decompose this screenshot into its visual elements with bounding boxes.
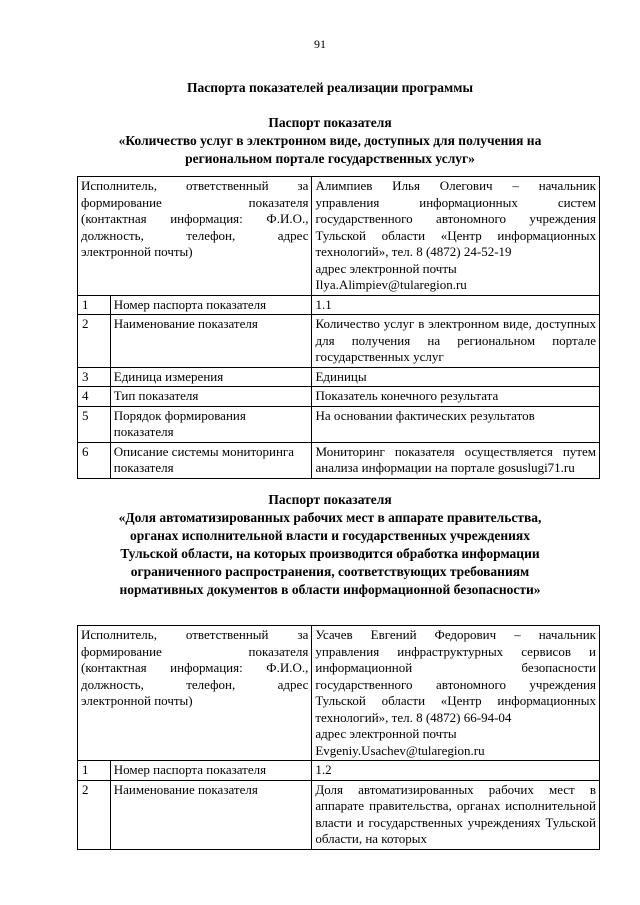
- row-label: Наименование показателя: [110, 315, 312, 368]
- contact-value-line: Усачев Евгений Федорович – начальник: [315, 627, 596, 642]
- contact-value-cell: [312, 626, 600, 761]
- row-number: 2: [78, 780, 111, 849]
- table-row: [78, 315, 600, 368]
- row-value: Количество услуг в электронном виде, доступных для получения на региональном портале государственных услуг: [312, 315, 600, 368]
- row-value: Единицы: [312, 367, 600, 387]
- contact-label-line: должность, телефон, адрес: [81, 676, 309, 692]
- contact-label-cell: [78, 626, 312, 761]
- contact-label-line: электронной почты): [81, 244, 193, 259]
- passport2-heading-line: Тульской области, на которых производится обработка информации: [120, 546, 540, 561]
- table-row: [78, 295, 600, 315]
- passport2-heading-line: «Доля автоматизированных рабочих мест в аппарате правительства,: [118, 510, 542, 525]
- row-number: 3: [78, 367, 111, 387]
- main-title: Паспорта показателей реализации программы: [186, 80, 473, 95]
- contact-value-line: государственного автономного учреждения: [315, 676, 596, 692]
- table-row: [78, 442, 600, 478]
- passport2-heading-line: органах исполнительной власти и государственных учреждениях: [130, 528, 530, 543]
- contact-value-line: Evgeniy.Usachev@tularegion.ru: [315, 742, 485, 758]
- passport2-heading-line: нормативных документов в области информационной безопасности»: [119, 582, 541, 597]
- contact-label-line: формирование показателя: [81, 643, 309, 659]
- contact-value-line: адрес электронной почты: [315, 260, 457, 276]
- contact-value-line: Алимпиев Илья Олегович – начальник: [315, 178, 596, 193]
- row-value: Мониторинг показателя осуществляется путем анализа информации на портале gosuslugi71.ru: [312, 442, 600, 478]
- contact-label-cell: [78, 177, 312, 296]
- row-label: Единица измерения: [110, 367, 312, 387]
- row-value: 1.2: [312, 761, 600, 781]
- passport2-table: [77, 625, 600, 850]
- table-row: [78, 387, 600, 407]
- row-number: 5: [78, 406, 111, 442]
- row-value: Показатель конечного результата: [312, 387, 600, 407]
- contact-label-line: должность, телефон, адрес: [81, 227, 309, 243]
- page-number: 91: [314, 37, 326, 51]
- row-label: Номер паспорта показателя: [110, 295, 312, 315]
- contact-label-line: электронной почты): [81, 693, 193, 708]
- passport2-heading: [60, 491, 600, 599]
- contact-row: [78, 177, 600, 296]
- contact-label-line: (контактная информация: Ф.И.О.,: [81, 211, 309, 226]
- row-label: Номер паспорта показателя: [110, 761, 312, 781]
- contact-value-line: государственного автономного учреждения: [315, 211, 596, 226]
- contact-value-line: адрес электронной почты: [315, 726, 457, 741]
- row-value: Доля автоматизированных рабочих мест в аппарате правительства, органах исполнительной власти и государственных учреждениях Тульской области, на которых: [312, 780, 600, 849]
- table-row: [78, 780, 600, 849]
- row-label: Тип показателя: [110, 387, 312, 407]
- passport1-heading-line: региональном портале государственных услуг»: [185, 151, 475, 166]
- contact-value-line: Тульской области «Центр информационных: [315, 227, 596, 243]
- contact-value-line: управления информационных систем: [315, 194, 596, 210]
- contact-value-line: информационной безопасности: [315, 660, 596, 675]
- contact-label-line: Исполнитель, ответственный за: [81, 178, 309, 193]
- contact-value-line: Тульской области «Центр информационных: [315, 693, 596, 708]
- table-row: [78, 367, 600, 387]
- row-number: 2: [78, 315, 111, 368]
- table-row: [78, 761, 600, 781]
- row-number: 4: [78, 387, 111, 407]
- row-number: 6: [78, 442, 111, 478]
- passport1-heading-line: Паспорт показателя: [268, 115, 392, 130]
- contact-value-line: технологий», тел. 8 (4872) 66-94-04: [315, 709, 512, 725]
- contact-row: [78, 626, 600, 761]
- passport2-heading-line: Паспорт показателя: [268, 492, 392, 507]
- row-number: 1: [78, 761, 111, 781]
- passport1-table: [77, 176, 600, 479]
- row-value: 1.1: [312, 295, 600, 315]
- contact-value-line: управления инфраструктурных сервисов и: [315, 643, 596, 659]
- contact-value-line: Ilya.Alimpiev@tularegion.ru: [315, 277, 467, 292]
- contact-label-line: формирование показателя: [81, 194, 309, 210]
- row-number: 1: [78, 295, 111, 315]
- passport1-heading: [60, 114, 600, 168]
- table-row: [78, 406, 600, 442]
- contact-value-line: технологий», тел. 8 (4872) 24-52-19: [315, 244, 512, 259]
- row-value: На основании фактических результатов: [312, 406, 600, 442]
- passport2-heading-line: ограниченного распространения, соответствующих требованиям: [130, 564, 530, 579]
- row-label: Порядок формирования показателя: [110, 406, 312, 442]
- contact-label-line: Исполнитель, ответственный за: [81, 627, 309, 642]
- contact-value-cell: [312, 177, 600, 296]
- passport1-heading-line: «Количество услуг в электронном виде, доступных для получения на: [118, 133, 542, 148]
- row-label: Описание системы мониторинга показателя: [110, 442, 312, 478]
- row-label: Наименование показателя: [110, 780, 312, 849]
- contact-label-line: (контактная информация: Ф.И.О.,: [81, 660, 309, 675]
